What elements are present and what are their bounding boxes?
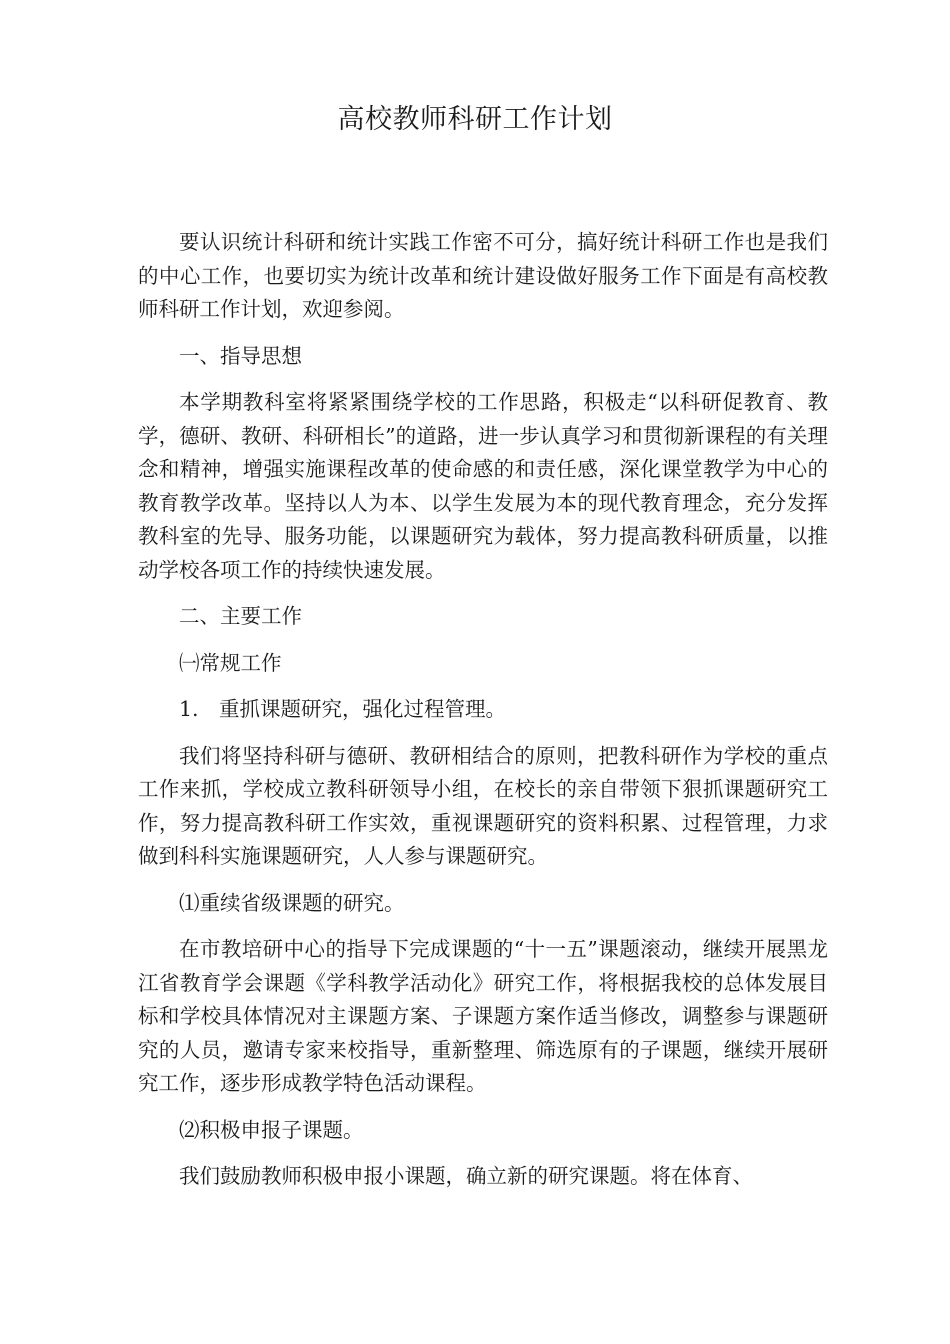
item-heading-sub-projects: ⑵积极申报子课题。 [179,1117,364,1142]
document-body [138,226,828,1207]
document-title: 高校教师科研工作计划 [337,104,613,135]
guiding-thought-paragraph: 本学期教科室将紧紧围绕学校的工作思路，积极走“以科研促教育、教学，德研、教研、科研相长”的道路，进一步认真学习和贯彻新课程的有关理念和精神，增强实施课程改革的使命感的和责任感，深化课堂教学为中心的教育教学改革。坚持以人为本、以学生发展为本的现代教育理念，充分发挥教科室的先导、服务功能，以课题研究为载体，努力提高教科研质量，以推动学校各项工作的持续快速发展。 [138,390,828,582]
research-focus-paragraph: 我们将坚持科研与德研、教研相结合的原则，把教科研作为学校的重点工作来抓，学校成立教科研领导小组，在校长的亲自带领下狠抓课题研究工作，努力提高教科研工作实效，重视课题研究的资料积累、过程管理，力求做到科科实施课题研究，人人参与课题研究。 [138,743,828,868]
intro-paragraph: 要认识统计科研和统计实践工作密不可分，搞好统计科研工作也是我们的中心工作，也要切实为统计改革和统计建设做好服务工作下面是有高校教师科研工作计划，欢迎参阅。 [138,230,828,321]
item-heading-research-focus: 1. 重抓课题研究，强化过程管理。 [179,697,507,721]
section-heading-main-work: 二、主要工作 [179,604,302,628]
item-heading-provincial-project: ⑴重续省级课题的研究。 [179,890,405,915]
sub-projects-paragraph: 我们鼓励教师积极申报小课题，确立新的研究课题。将在体育、 [179,1164,753,1188]
subsection-heading-routine-work: ㈠常规工作 [179,650,282,675]
section-heading-guiding-thought: 一、指导思想 [179,343,302,368]
provincial-project-paragraph: 在市教培研中心的指导下完成课题的“十一五”课题滚动，继续开展黑龙江省教育学会课题《学科教学活动化》研究工作，将根据我校的总体发展目标和学校具体情况对主课题方案、子课题方案作适当修改，调整参与课题研究的人员，邀请专家来校指导，重新整理、筛选原有的子课题，继续开展研究工作，逐步形成教学特色活动课程。 [138,937,828,1095]
